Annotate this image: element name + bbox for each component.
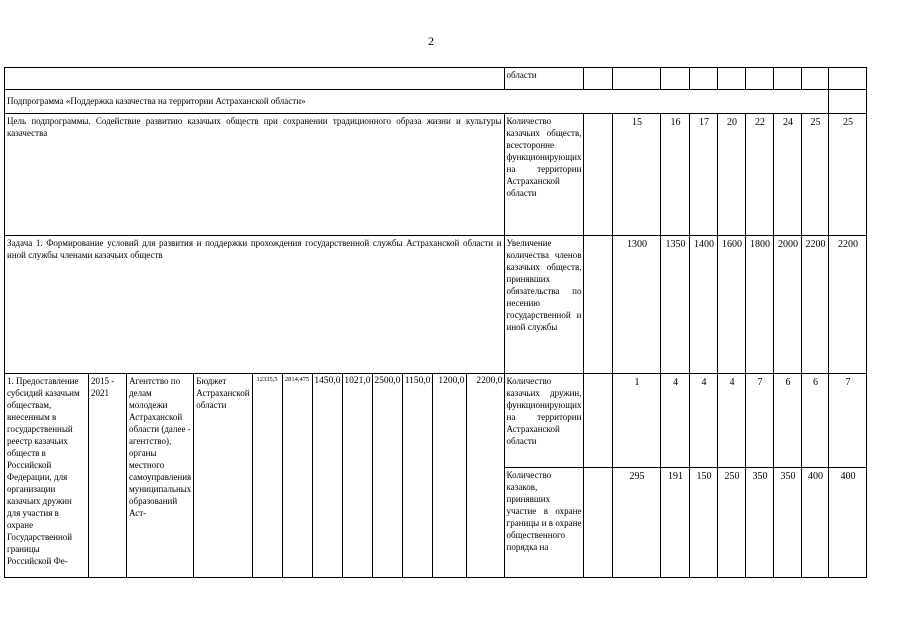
indicator-1-value: 4 (690, 374, 718, 468)
measure1-period: 2015 - 2021 (89, 374, 127, 578)
indicator-1-value: 7 (746, 374, 774, 468)
indicator-1-value: 1 (613, 374, 661, 468)
measure1-total: 12335,5 (252, 374, 282, 578)
indicator-2-value: 250 (718, 468, 746, 578)
indicator-2-value: 295 (613, 468, 661, 578)
goal-value: 20 (718, 114, 746, 236)
indicator-2-value: 400 (802, 468, 829, 578)
indicator-2-value: 400 (829, 468, 867, 578)
measure1-indicator-2: Количество казаков, принявших участие в охране границы и в охране общественного порядка на (504, 468, 584, 578)
goal-value: 15 (613, 114, 661, 236)
indicator-2-value: 350 (774, 468, 802, 578)
measure1-amount: 1200,0 (432, 374, 466, 578)
subprogram-title-row (5, 90, 867, 114)
task1-value: 1600 (718, 236, 746, 374)
page-number: 2 (428, 34, 434, 48)
continuation-row (5, 68, 867, 90)
measure1-amount: 2500,0 (372, 374, 402, 578)
task1-value: 2000 (774, 236, 802, 374)
measure1-executor: Агентство по делам молодежи Астраханской области (далее - агентство), органы местного самоуправления муниципальных образований Аст- (127, 374, 194, 578)
indicator-1-value: 4 (661, 374, 690, 468)
goal-value: 25 (802, 114, 829, 236)
indicator-2-value: 191 (661, 468, 690, 578)
measure1-source: Бюджет Астраханской области (194, 374, 252, 578)
task1-row (5, 236, 867, 374)
task1-value: 2200 (829, 236, 867, 374)
goal-row (5, 114, 867, 236)
measure1-amount: 1450,0 (312, 374, 342, 578)
measure1-amount: 1021,0 (342, 374, 372, 578)
indicator-2-value: 150 (690, 468, 718, 578)
task1-text: Задача 1. Формирование условий для развития и поддержки прохождения государственной службы Астраханской области и иной службы членами казачьих обществ (5, 236, 505, 374)
indicator-tail: области (504, 68, 584, 90)
measure1-amount: 2200,0 (466, 374, 504, 578)
goal-value: 25 (829, 114, 867, 236)
subprogram-table (4, 67, 867, 578)
goal-text: Цель подпрограммы. Содействие развитию казачьих обществ при сохранении традиционного образа жизни и культуры казачества (5, 114, 505, 236)
indicator-2-value: 350 (746, 468, 774, 578)
goal-indicator: Количество казачьих обществ, всесторонне функционирующих на территории Астраханской области (504, 114, 584, 236)
goal-value: 16 (661, 114, 690, 236)
goal-value: 24 (774, 114, 802, 236)
indicator-1-value: 4 (718, 374, 746, 468)
indicator-1-value: 7 (829, 374, 867, 468)
task1-value: 2200 (802, 236, 829, 374)
indicator-1-value: 6 (774, 374, 802, 468)
measure1-row (5, 374, 867, 468)
subprogram-title: Подпрограмма «Поддержка казачества на территории Астраханской области» (5, 90, 829, 114)
goal-value: 22 (746, 114, 774, 236)
measure1-indicator-1: Количество казачьих дружин, функционирующих на территории Астраханской области (504, 374, 584, 468)
task1-value: 1350 (661, 236, 690, 374)
indicator-1-value: 6 (802, 374, 829, 468)
measure1-2015: 2814,475 (282, 374, 312, 578)
task1-indicator: Увеличение количества членов казачьих обществ, принявших обязательства по несению государственной и иной службы (504, 236, 584, 374)
measure1-amount: 1150,0 (402, 374, 432, 578)
goal-value: 17 (690, 114, 718, 236)
task1-value: 1400 (690, 236, 718, 374)
measure1-name: 1. Предоставление субсидий казачьим обществам, внесенным в государственный реестр казачьих обществ в Российской Федерации, для организации казачьих дружин для участия в охране Государственной границы Российской Фе- (5, 374, 89, 578)
task1-value: 1800 (746, 236, 774, 374)
task1-value: 1300 (613, 236, 661, 374)
